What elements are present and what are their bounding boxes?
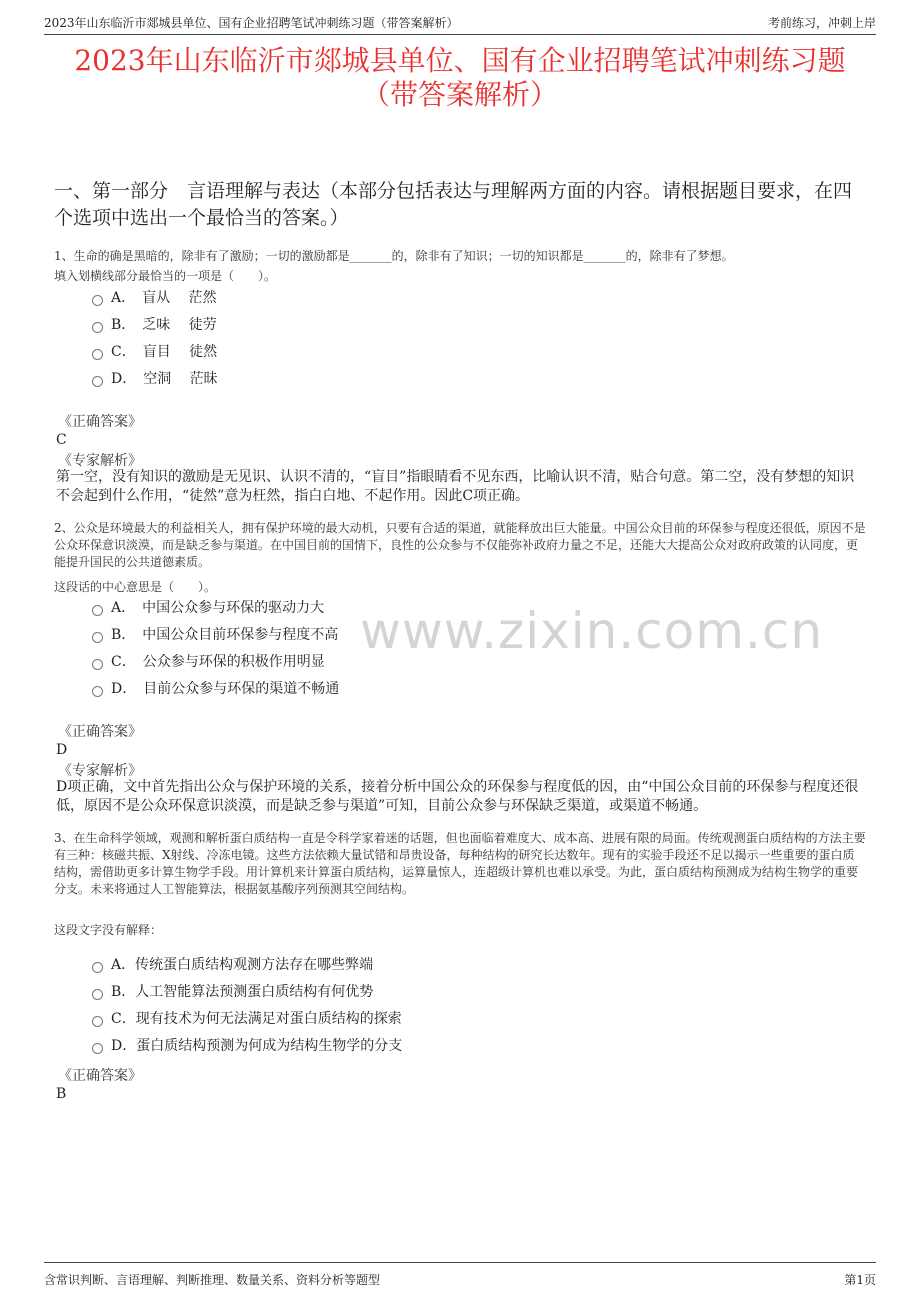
option-label: B．人工智能算法预测蛋白质结构有何优势	[111, 984, 374, 1000]
radio-icon[interactable]	[92, 322, 103, 333]
radio-icon[interactable]	[92, 659, 103, 670]
question-3-answer: B	[56, 1086, 67, 1102]
question-1-option-a[interactable]	[92, 288, 217, 308]
question-2-option-c[interactable]	[92, 652, 325, 672]
section-heading: 一、第一部分 言语理解与表达（本部分包括表达与理解两方面的内容。请根据题目要求，在四个选项中选出一个最恰当的答案。）	[54, 180, 853, 229]
question-3-option-c[interactable]	[92, 1009, 402, 1029]
option-label: A． 盲从 茫然	[111, 290, 217, 306]
radio-icon[interactable]	[92, 686, 103, 697]
radio-icon[interactable]	[92, 962, 103, 973]
footer-topics: 含常识判断、言语理解、判断推理、数量关系、资料分析等题型	[44, 1273, 381, 1287]
radio-icon[interactable]	[92, 295, 103, 306]
page-title-line1: 2023年山东临沂市郯城县单位、国有企业招聘笔试冲刺练习题	[74, 44, 846, 77]
option-label: A． 中国公众参与环保的驱动力大	[111, 600, 325, 616]
question-3-stem: 3、在生命科学领域，观测和解析蛋白质结构一直是令科学家着迷的话题，但也面临着难度大、成本高、进展有限的局面。传统观测蛋白质结构的方法主要有三种：核磁共振、X射线、冷冻电镜。这些方法依赖大量试错和昂贵设备，每种结构的研究长达数年。现有的实验手段还不足以揭示一些重要的蛋白质结构，需借助更多计算生物学手段。用计算机来计算蛋白质结构，运算量惊人，连超级计算机也难以承受。为此，蛋白质结构预测成为结构生物学的重要分支。未来将通过人工智能算法，根据氨基酸序列预测其空间结构。	[54, 831, 866, 896]
question-2-option-d[interactable]	[92, 679, 339, 699]
question-2-stem: 2、公众是环境最大的利益相关人，拥有保护环境的最大动机，只要有合适的渠道，就能释放出巨大能量。中国公众目前的环保参与程度还很低，原因不是公众环保意识淡漠，而是缺乏参与渠道。在中国目前的国情下，良性的公众参与不仅能弥补政府力量之不足，还能大大提高公众对政府政策的认同度，更能提升国民的公共道德素质。	[54, 521, 866, 569]
option-label: C． 公众参与环保的积极作用明显	[111, 654, 325, 670]
question-1-answer-label: 《正确答案》	[58, 414, 142, 430]
question-1-stem: 1、生命的确是黑暗的，除非有了激励；一切的激励都是_______的，除非有了知识；一切的知识都是_______的，除非有了梦想。	[54, 249, 734, 263]
question-1-prompt: 填入划横线部分最恰当的一项是（ ）。	[54, 269, 277, 283]
option-label: C．现有技术为何无法满足对蛋白质结构的探索	[111, 1011, 402, 1027]
question-2-answer-label: 《正确答案》	[58, 724, 142, 740]
radio-icon[interactable]	[92, 1016, 103, 1027]
option-label: C． 盲目 徒然	[111, 344, 218, 360]
question-2-analysis-label: 《专家解析》	[58, 763, 142, 779]
question-2-option-a[interactable]	[92, 598, 324, 618]
page-number: 第1页	[844, 1273, 876, 1287]
question-2-option-b[interactable]	[92, 625, 338, 645]
page-title	[0, 44, 920, 112]
question-1-analysis-label: 《专家解析》	[58, 453, 142, 469]
option-label: B． 乏味 徒劳	[111, 317, 217, 333]
radio-icon[interactable]	[92, 989, 103, 1000]
option-label: D．蛋白质结构预测为何成为结构生物学的分支	[111, 1038, 403, 1054]
header-slogan: 考前练习，冲刺上岸	[767, 16, 876, 30]
page-header	[44, 10, 876, 35]
question-3-answer-label: 《正确答案》	[58, 1068, 142, 1084]
question-3-option-d[interactable]	[92, 1036, 402, 1056]
radio-icon[interactable]	[92, 349, 103, 360]
radio-icon[interactable]	[92, 632, 103, 643]
question-1-option-c[interactable]	[92, 342, 217, 362]
question-1-option-b[interactable]	[92, 315, 217, 335]
question-2-analysis: D项正确，文中首先指出公众与保护环境的关系，接着分析中国公众的环保参与程度低的因，由“中国公众目前的环保参与程度还很低，原因不是公众环保意识淡漠，而是缺乏参与渠道”可知，目前公众参与环保缺乏渠道，或渠道不畅通。	[56, 779, 859, 814]
question-1-answer: C	[56, 432, 67, 448]
option-label: B． 中国公众目前环保参与程度不高	[111, 627, 339, 643]
page-title-line2: （带答案解析）	[361, 78, 558, 111]
radio-icon[interactable]	[92, 376, 103, 387]
page-footer	[44, 1262, 876, 1291]
radio-icon[interactable]	[92, 605, 103, 616]
radio-icon[interactable]	[92, 1043, 103, 1054]
option-label: D． 目前公众参与环保的渠道不畅通	[111, 681, 340, 697]
question-1-analysis: 第一空，没有知识的激励是无见识、认识不清的，“盲目”指眼睛看不见东西，比喻认识不清，贴合句意。第二空，没有梦想的知识不会起到什么作用，“徒然”意为枉然，指白白地、不起作用。因此C项正确。	[56, 469, 855, 504]
question-3-option-b[interactable]	[92, 982, 373, 1002]
watermark: www.zixin.com.cn	[360, 602, 824, 660]
question-3-prompt: 这段文字没有解释：	[54, 923, 163, 937]
header-doc-title: 2023年山东临沂市郯城县单位、国有企业招聘笔试冲刺练习题（带答案解析）	[44, 16, 459, 30]
question-2-prompt: 这段话的中心意思是（ ）。	[54, 580, 217, 594]
option-label: D． 空洞 茫昧	[111, 371, 218, 387]
question-3-option-a[interactable]	[92, 955, 373, 975]
option-label: A．传统蛋白质结构观测方法存在哪些弊端	[111, 957, 374, 973]
question-2-answer: D	[56, 742, 68, 758]
question-1-option-d[interactable]	[92, 369, 218, 389]
